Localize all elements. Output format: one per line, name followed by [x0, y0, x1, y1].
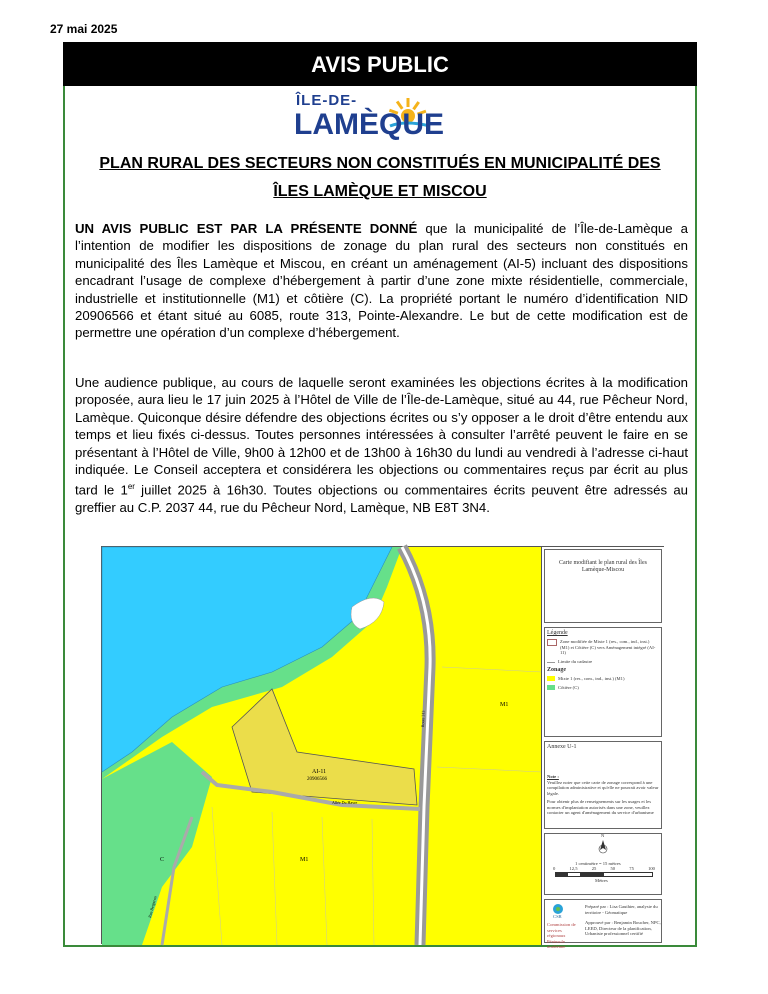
note-box: [544, 741, 662, 829]
notice-title: PLAN RURAL DES SECTEURS NON CONSTITUÉS EN MUNICIPALITÉ DES ÎLES LAMÈQUE ET MISCOU: [99, 155, 661, 200]
publication-date: 27 mai 2025: [50, 22, 118, 36]
scale-bar: [555, 872, 653, 877]
scale-tick-5: 100: [648, 866, 655, 871]
note-text-2: Pour obtenir plus de renseignements sur les usages et les normes d'implantation autorisés dans une zone, veuillez contacter un agent d'aménagement du service d'urbanisme: [547, 799, 654, 815]
label-allee-du-havre: Allée Du Havre: [332, 800, 358, 805]
paragraph-2-text-after: juillet 2025 à 16h30. Toutes objections ou commentaires écrits peuvent être adressés au greffier au C.P. 2037 44, rue du Pêcheur Nord, Lamèque, NB E8T 3N4.: [75, 482, 688, 516]
label-route-313: Route 313: [420, 710, 426, 728]
label-rue-bergeron: Rue Bergeron: [147, 895, 158, 919]
paragraph-1-lead: UN AVIS PUBLIC EST PAR LA PRÉSENTE DONNÉ: [75, 221, 418, 236]
scale-unit: Mètres: [595, 878, 608, 883]
csr-name: CSR: [553, 914, 562, 919]
approved-by: Approuvé par : Benjamin Boucher, NPC, LEED, Directeur de la planification, Urbaniste professionnel certifié: [585, 920, 661, 936]
csr-text: Commission de services régionaux Péninsule acadienne: [547, 922, 576, 949]
zoning-map: [101, 546, 664, 949]
scale-tick-2: 25: [591, 866, 597, 871]
paragraph-1-text: que la municipalité de l’Île-de-Lamèque a l’intention de modifier les dispositions de zonage du plan rural des secteurs non constitués en municipalité des Îles Lamèque et Miscou, en créant un aménagement (AI-5) incluant des dispositions encadrant l’usage de complexe d’hébergement à partir d’une zone mixte résidentielle, commerciale, industrielle et institutionnelle (M1) et côtière (C). La propriété portant le numéro d’identification NID 20906566 et étant situé au 6085, route 313, Pointe-Alexandre. Le but de cette modification est de permettre une opération d’un complexe d’hébergement.: [75, 221, 688, 341]
map-title: Carte modifiant le plan rural des Îles Lamèque-Miscou: [559, 560, 647, 573]
logo-line2: LAMÈQUE: [294, 108, 444, 141]
scale-tick-1: 12,5: [569, 866, 578, 871]
label-ai-11: AI-11: [312, 769, 327, 775]
legend-swatch-cadastre: [547, 662, 555, 664]
legend-box: [544, 627, 662, 737]
notice-banner: AVIS PUBLIC: [63, 42, 697, 86]
map-drawing: [102, 547, 542, 945]
label-coastal: C: [160, 857, 165, 863]
note-heading: Note :: [547, 774, 559, 779]
legend-swatch-coastal: [547, 685, 555, 690]
legend-heading: Légende: [547, 630, 568, 636]
annexe-label: Annexe U-1: [547, 744, 577, 750]
scale-text: 1 centimètre = 15 mètres: [575, 861, 621, 866]
legend-item-modified: Zone modifiée de Mixte 1 (res., com., ind., inst.) (M1) et Côtière (C) vers Aménagement intégré (AI-11): [560, 639, 656, 655]
zonage-heading: Zonage: [547, 667, 567, 673]
credits-box: [544, 899, 662, 949]
scale-box: [544, 833, 662, 895]
scale-tick-3: 50: [610, 866, 616, 871]
paragraph-2-sup: er: [127, 482, 135, 492]
paragraph-2-text-before: Une audience publique, au cours de laquelle seront examinées les objections écrites à la modification proposée, aura lieu le 17 juin 2025 à l’Hôtel de Ville de l’Île-de-Lamèque, situé au 44, rue Pêcheur Nord, Lamèque. Quiconque désire défendre des objections écrites ou s’y opposer a le droit d’être entendu aux temps et lieu fixés ci-dessus. Toutes personnes intéressées à consulter l’arrêté peuvent le faire en se présentant à l’Hôtel de Ville, 9h00 à 12h00 et de 13h00 à 16h30 du lundi au vendredi à l’adresse ci-haut indiquée. Le Conseil acceptera et considérera les objections ou commentaires reçus par écrit au plus tard le 1: [75, 375, 688, 498]
paragraph-2: [75, 374, 688, 517]
paragraph-1: [75, 220, 688, 342]
legend-item-cadastre: Limite du cadastre: [558, 658, 593, 664]
label-m1-bottom: M1: [300, 857, 309, 863]
north-label: N: [601, 833, 605, 838]
label-nid: 20906566: [307, 777, 327, 782]
scale-ticks: [553, 866, 655, 872]
map-legend: [541, 547, 665, 949]
prepared-by: Préparé par : Lisa Gauthier, analyste du territoire - Géomatique: [585, 904, 658, 915]
scale-tick-4: 75: [629, 866, 634, 871]
logo-line1: ÎLE-DE-: [296, 92, 358, 109]
scale-tick-0: 0: [553, 866, 556, 871]
legend-zone-m1: Mixte 1 (res., com., ind., inst.) (M1): [558, 676, 625, 681]
label-m1-top: M1: [500, 702, 509, 708]
legend-swatch-m1: [547, 676, 555, 681]
map-title-box: [544, 549, 662, 623]
north-arrow-icon: [595, 838, 611, 858]
legend-swatch-modified: [547, 639, 557, 646]
legend-zone-coastal: Côtière (C): [558, 684, 579, 690]
note-text-1: Veuillez noter que cette carte de zonage correspond à une compilation administrative et qu'elle ne pourrait avoir valeur légale.: [547, 779, 659, 796]
municipality-logo: [290, 92, 460, 152]
